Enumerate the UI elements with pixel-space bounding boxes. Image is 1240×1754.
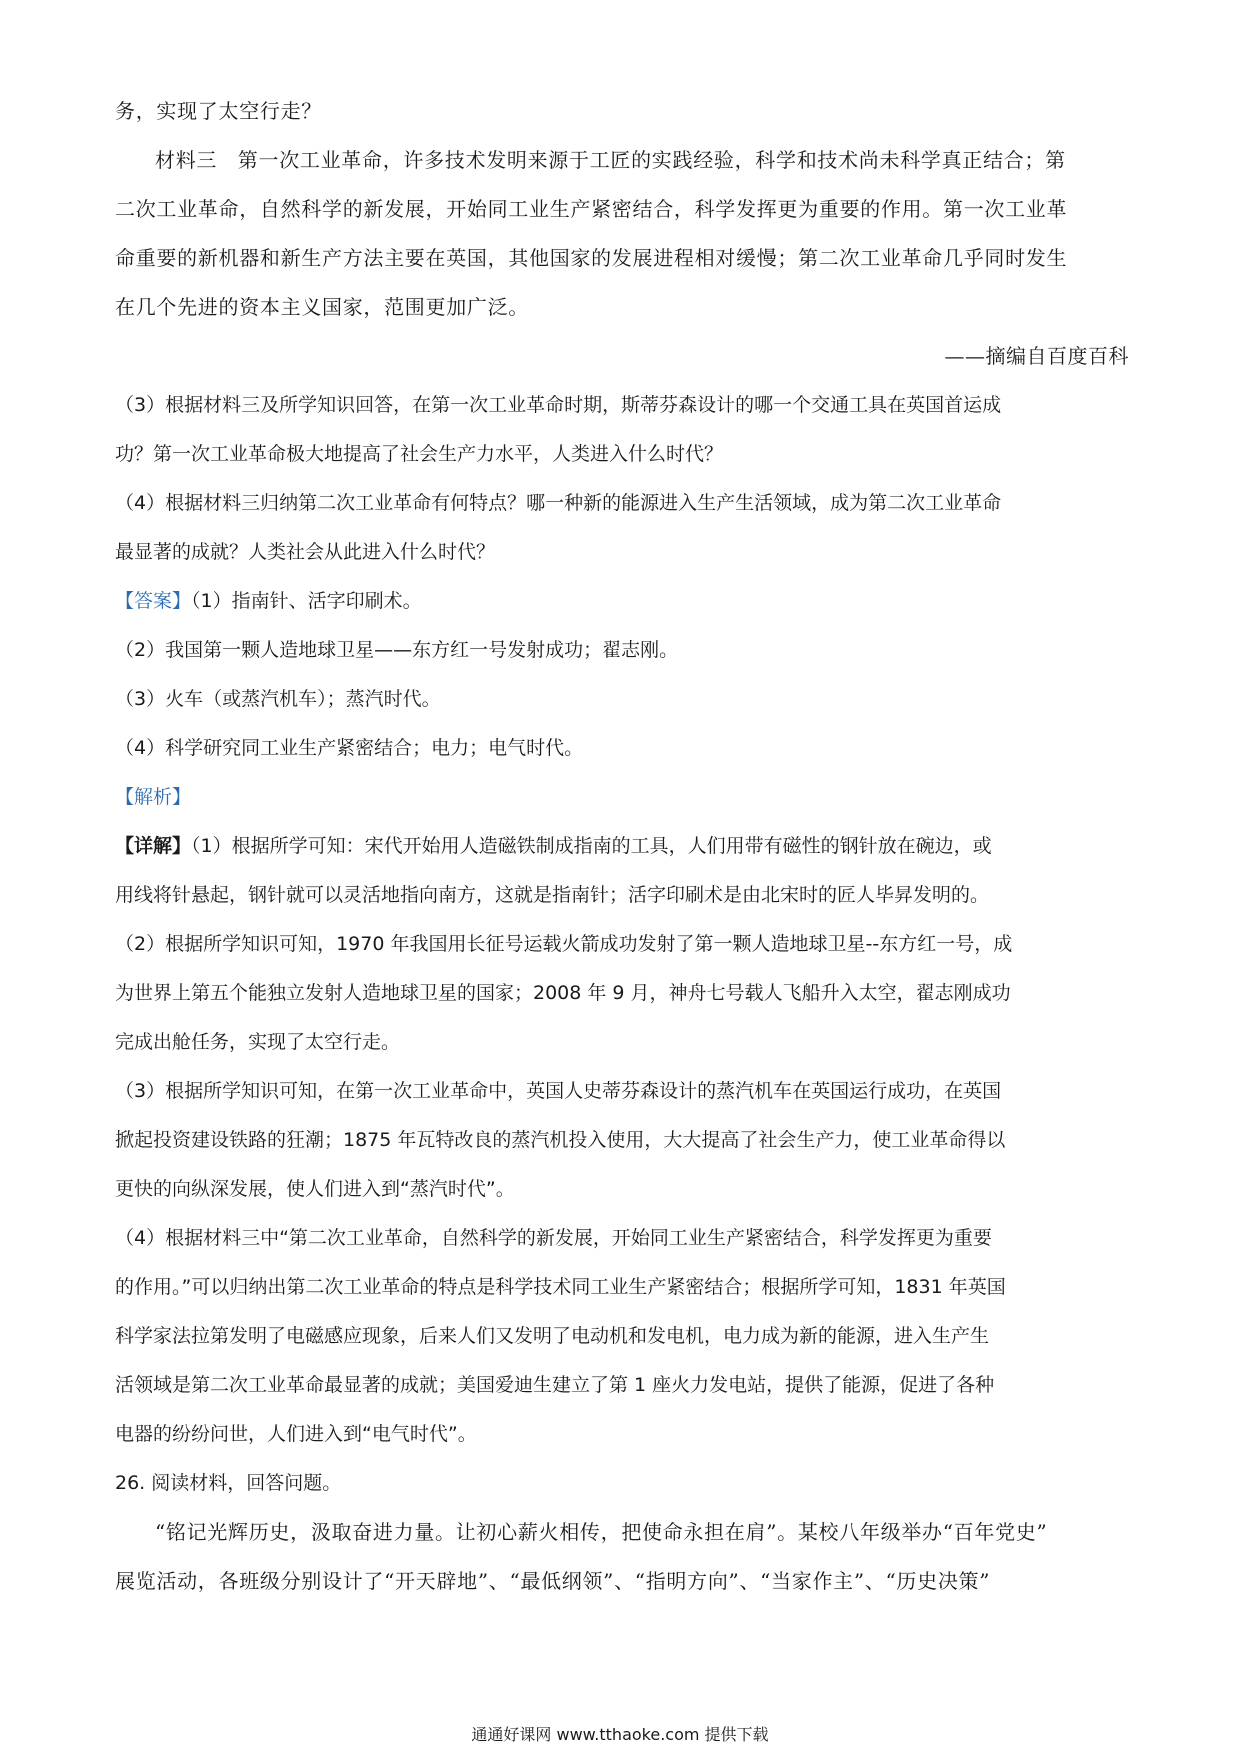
analysis-tag: 【解析】 (115, 786, 192, 808)
question-3-line: 功？第一次工业革命极大地提高了社会生产力水平，人类进入什么时代？ (115, 443, 724, 465)
detail-line: 活领域是第二次工业革命最显著的成就；美国爱迪生建立了第 1 座火力发电站，提供了能源，促进了各种 (115, 1374, 995, 1396)
detail-text: （1）根据所学可知：宋代开始用人造磁铁制成指南的工具，人们用带有磁性的钢针放在碗边，或 (191, 835, 992, 857)
detail-line: （4）根据材料三中“第二次工业革命，自然科学的新发展，开始同工业生产紧密结合，科学发挥更为重要 (115, 1227, 992, 1249)
document-page (115, 96, 1129, 1615)
detail-line: 的作用。”可以归纳出第二次工业革命的特点是科学技术同工业生产紧密结合；根据所学可知，1831 年英国 (115, 1276, 1006, 1298)
material-three-line: 命重要的新机器和新生产方法主要在英国，其他国家的发展进程相对缓慢；第二次工业革命几乎同时发生 (115, 246, 1068, 270)
material-three-line: 二次工业革命，自然科学的新发展，开始同工业生产紧密结合，科学发挥更为重要的作用。第一次工业革 (115, 197, 1068, 221)
material-source: ——摘编自百度百科 (944, 344, 1129, 368)
answer-1: （1）指南针、活字印刷术。 (191, 590, 422, 612)
detail-line: 为世界上第五个能独立发射人造地球卫星的国家；2008 年 9 月，神舟七号载人飞船升入太空，翟志刚成功 (115, 982, 1011, 1004)
answer-4: （4）科学研究同工业生产紧密结合；电力；电气时代。 (115, 737, 584, 759)
page-footer: 通通好课网 www.tthaoke.com 提供下载 (471, 1725, 769, 1744)
material-three-line: 在几个先进的资本主义国家，范围更加广泛。 (115, 295, 529, 319)
detail-tag: 【详解】 (115, 835, 192, 857)
answer-3: （3）火车（或蒸汽机车）；蒸汽时代。 (115, 688, 441, 710)
detail-line: （2）根据所学知识可知，1970 年我国用长征号运载火箭成功发射了第一颗人造地球卫星--东方红一号，成 (115, 933, 1013, 955)
detail-line: 完成出舱任务，实现了太空行走。 (115, 1031, 401, 1053)
detail-line (115, 831, 1129, 880)
answer-line-1 (115, 586, 1129, 635)
question-4-line: 最显著的成就？人类社会从此进入什么时代？ (115, 541, 496, 563)
material-three-line: 材料三 第一次工业革命，许多技术发明来源于工匠的实践经验，科学和技术尚未科学真正结合；第 (155, 148, 1066, 172)
detail-line: （3）根据所学知识可知，在第一次工业革命中，英国人史蒂芬森设计的蒸汽机车在英国运行成功，在英国 (115, 1080, 1002, 1102)
detail-line: 更快的向纵深发展，使人们进入到“蒸汽时代”。 (115, 1178, 515, 1200)
detail-line: 电器的纷纷问世，人们进入到“电气时代”。 (115, 1423, 477, 1445)
detail-line: 科学家法拉第发明了电磁感应现象，后来人们又发明了电动机和发电机，电力成为新的能源，进入生产生 (115, 1325, 990, 1347)
question-26-material: 展览活动，各班级分别设计了“开天辟地”、“最低纲领”、“指明方向”、“当家作主”、“历史决策” (115, 1569, 991, 1593)
question-4-line: （4）根据材料三归纳第二次工业革命有何特点？哪一种新的能源进入生产生活领域，成为第二次工业革命 (115, 492, 1002, 514)
detail-line: 用线将针悬起，钢针就可以灵活地指向南方，这就是指南针；活字印刷术是由北宋时的匠人毕昇发明的。 (115, 884, 990, 906)
question-3-line: （3）根据材料三及所学知识回答，在第一次工业革命时期，斯蒂芬森设计的哪一个交通工具在英国首运成 (115, 394, 1002, 416)
material-text-line: 务，实现了太空行走？ (115, 99, 322, 123)
answer-2: （2）我国第一颗人造地球卫星——东方红一号发射成功；翟志刚。 (115, 639, 679, 661)
answer-tag: 【答案】 (115, 590, 192, 612)
detail-line: 掀起投资建设铁路的狂潮；1875 年瓦特改良的蒸汽机投入使用，大大提高了社会生产力，使工业革命得以 (115, 1129, 1006, 1151)
question-26-material: “铭记光辉历史，汲取奋进力量。让初心薪火相传，把使命永担在肩”。某校八年级举办“百年党史” (155, 1520, 1048, 1544)
question-26-title: 26. 阅读材料，回答问题。 (115, 1472, 342, 1494)
